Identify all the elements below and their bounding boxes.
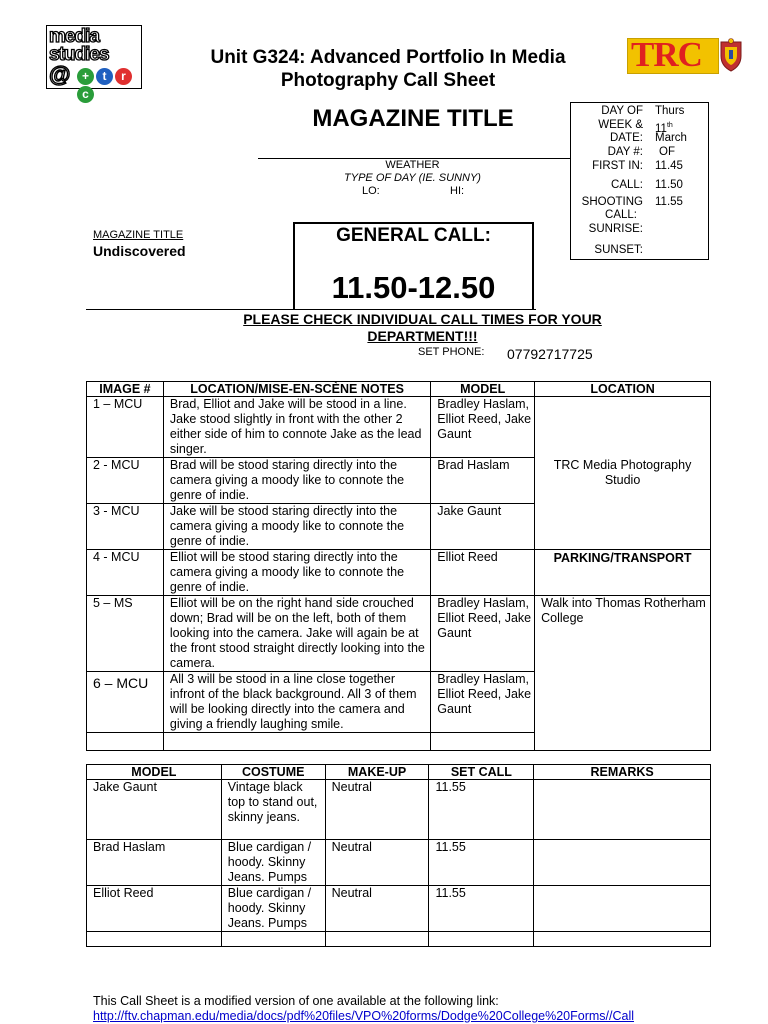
model-cell: Bradley Haslam, Elliot Reed, Jake Gaunt <box>431 397 535 458</box>
notes-cell: Elliot will be on the right hand side crouched down; Brad will be on the left, both of them looking into the camera. Jake will again be at the front stood straight directly looking into the camera. <box>163 596 430 672</box>
empty-cell <box>534 932 711 947</box>
model-cell: Brad Haslam <box>87 840 222 886</box>
magazine-title-heading: MAGAZINE TITLE <box>312 105 514 132</box>
empty-cell <box>431 733 535 751</box>
table-row <box>87 886 711 932</box>
header-costume: COSTUME <box>221 765 325 780</box>
logo-word-studies: studies <box>49 44 109 65</box>
image-cell: 5 – MS <box>87 596 164 672</box>
crest-icon <box>719 38 743 72</box>
logo-dot-4: c <box>77 86 94 103</box>
date-value: March <box>655 132 687 144</box>
check-call-times-notice <box>200 311 645 345</box>
model-cell: Bradley Haslam, Elliot Reed, Jake Gaunt <box>431 672 535 733</box>
location-cell <box>535 397 711 550</box>
week-suffix: th <box>666 122 673 129</box>
first-in-value: 11.45 <box>655 160 683 172</box>
unit-title: Unit G324: Advanced Portfolio In Media <box>210 47 566 68</box>
source-link[interactable]: http://ftv.chapman.edu/media/docs/pdf%20files/VPO%20forms/Dodge%20College%20Forms//Call <box>93 1009 635 1023</box>
image-cell: 3 - MCU <box>87 504 164 550</box>
parking-cell <box>535 596 711 751</box>
model-table <box>86 764 711 947</box>
header-location: LOCATION <box>535 382 711 397</box>
image-cell: 1 – MCU <box>87 397 164 458</box>
notes-cell: Jake will be stood staring directly into the camera giving a moody like to connote the genre of indie. <box>163 504 430 550</box>
set-call-cell: 11.55 <box>429 780 534 840</box>
magazine-title-label: MAGAZINE TITLE <box>93 229 184 241</box>
makeup-cell: Neutral <box>325 840 429 886</box>
day-number-value: OF <box>659 146 675 158</box>
footer-text: This Call Sheet is a modified version of one available at the following link: <box>93 994 499 1008</box>
week-label: WEEK & <box>598 119 643 131</box>
header-set-call: SET CALL <box>429 765 534 780</box>
logo-word-media: media <box>49 26 99 47</box>
empty-cell <box>163 733 430 751</box>
logo-at: @ <box>49 62 71 87</box>
model-cell: Elliot Reed <box>87 886 222 932</box>
header-model: MODEL <box>431 382 535 397</box>
trc-logo <box>627 35 745 74</box>
schedule-info-box <box>570 102 709 260</box>
header-image: IMAGE # <box>87 382 164 397</box>
notes-cell: Elliot will be stood staring directly into the camera giving a moody like to connote the genre of indie. <box>163 550 430 596</box>
call-value: 11.50 <box>655 179 683 191</box>
costume-cell: Blue cardigan / hoody. Skinny Jeans. Pumps <box>221 840 325 886</box>
table-row-empty <box>87 932 711 947</box>
check-notice-line1: PLEASE CHECK INDIVIDUAL CALL TIMES FOR YOUR <box>243 311 602 327</box>
day-of-value: Thurs <box>655 105 685 117</box>
week-number: 11 <box>655 122 667 135</box>
shooting-call-label: CALL: <box>605 209 637 221</box>
empty-cell <box>87 733 164 751</box>
remarks-cell <box>534 840 711 886</box>
model-cell: Bradley Haslam, Elliot Reed, Jake Gaunt <box>431 596 535 672</box>
remarks-cell <box>534 780 711 840</box>
model-cell: Brad Haslam <box>431 458 535 504</box>
table-row <box>87 596 711 672</box>
header-makeup: MAKE-UP <box>325 765 429 780</box>
logo-dots <box>77 67 141 103</box>
logo-dot-1: + <box>77 68 94 85</box>
date-label: DATE: <box>609 132 643 144</box>
empty-cell <box>429 932 534 947</box>
first-in-label: FIRST IN: <box>592 160 643 172</box>
shooting-value: 11.55 <box>655 196 683 208</box>
check-notice-line2: DEPARTMENT!!! <box>367 328 478 344</box>
call-sheet-title: Photography Call Sheet <box>280 70 496 91</box>
day-number-label: DAY #: <box>607 146 643 158</box>
day-of-label: DAY OF <box>601 105 643 117</box>
notes-cell: All 3 will be stood in a line close together infront of the black background. All 3 of them will be looking directly into the camera and giving a friendly laughing smile. <box>163 672 430 733</box>
notes-cell: Brad, Elliot and Jake will be stood in a line. Jake stood slightly in front with the other 2 either side of him to connote Jake as the lead singer. <box>163 397 430 458</box>
sunrise-label: SUNRISE: <box>588 223 643 235</box>
model-cell: Jake Gaunt <box>431 504 535 550</box>
type-of-day: TYPE OF DAY (IE. SUNNY) <box>344 172 481 184</box>
header-model: MODEL <box>87 765 222 780</box>
image-cell: 4 - MCU <box>87 550 164 596</box>
set-phone-value: 07792717725 <box>507 346 593 362</box>
magazine-title-value: Undiscovered <box>93 243 186 259</box>
general-call-label: GENERAL CALL: <box>336 225 491 246</box>
call-label: CALL: <box>611 179 643 191</box>
costume-cell: Vintage black top to stand out, skinny jeans. <box>221 780 325 840</box>
table-row <box>87 397 711 458</box>
weather-label: WEATHER <box>385 159 440 171</box>
header-remarks: REMARKS <box>534 765 711 780</box>
model-cell: Jake Gaunt <box>87 780 222 840</box>
parking-header: PARKING/TRANSPORT <box>535 550 711 596</box>
table-row <box>87 550 711 596</box>
image-cell: 6 – MCU <box>87 672 164 733</box>
shots-table <box>86 381 711 751</box>
empty-cell <box>87 932 222 947</box>
makeup-cell: Neutral <box>325 780 429 840</box>
weather-lo: LO: <box>362 185 380 197</box>
weather-hi: HI: <box>450 185 465 197</box>
notes-cell: Brad will be stood staring directly into the camera giving a moody like to connote the genre of indie. <box>163 458 430 504</box>
model-header-row <box>87 765 711 780</box>
remarks-cell <box>534 886 711 932</box>
empty-cell <box>221 932 325 947</box>
image-cell: 2 - MCU <box>87 458 164 504</box>
makeup-cell: Neutral <box>325 886 429 932</box>
logo-dot-3: r <box>115 68 132 85</box>
location-value: TRC Media Photography Studio <box>553 458 692 487</box>
empty-cell <box>325 932 429 947</box>
shots-header-row <box>87 382 711 397</box>
set-phone-label: SET PHONE: <box>418 346 485 358</box>
general-call-divider <box>86 309 536 310</box>
shooting-label: SHOOTING <box>581 196 643 208</box>
logo-dot-2: t <box>96 68 113 85</box>
sunset-label: SUNSET: <box>594 244 643 256</box>
media-studies-logo <box>46 25 142 101</box>
table-row <box>87 840 711 886</box>
parking-value: Walk into Thomas Rotherham College <box>541 596 706 625</box>
general-call-time: 11.50-12.50 <box>331 270 496 305</box>
trc-logo-text: TRC <box>631 35 702 74</box>
costume-cell: Blue cardigan / hoody. Skinny Jeans. Pumps <box>221 886 325 932</box>
table-row <box>87 780 711 840</box>
header-notes: LOCATION/MISE-EN-SCÈNE NOTES <box>163 382 430 397</box>
model-cell: Elliot Reed <box>431 550 535 596</box>
set-call-cell: 11.55 <box>429 840 534 886</box>
set-call-cell: 11.55 <box>429 886 534 932</box>
